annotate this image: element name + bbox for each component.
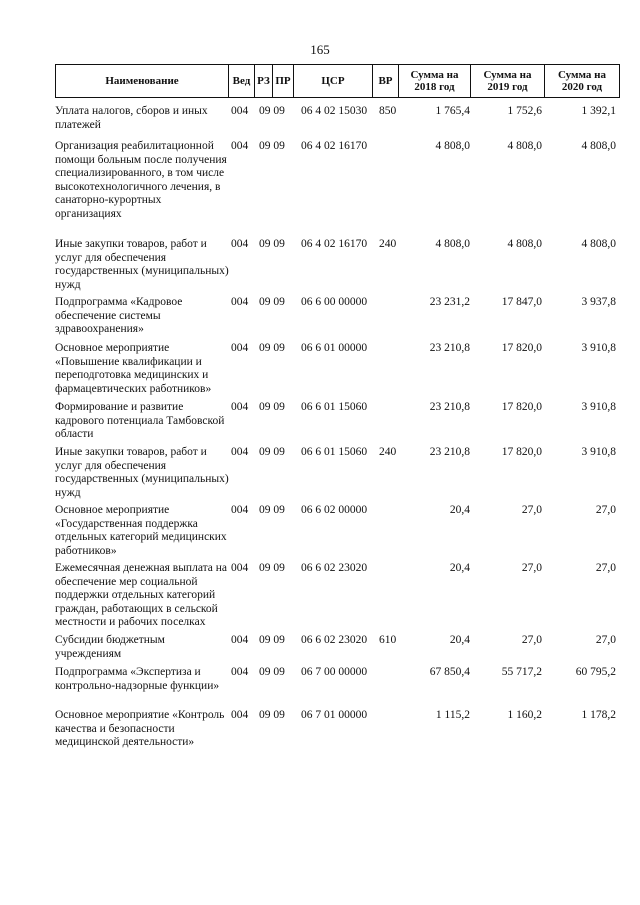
row-name: Иные закупки товаров, работ и услуг для обеспечения государственных (муниципальных) нужд — [55, 238, 229, 291]
row-sum-2020: 1 392,1 — [581, 105, 616, 117]
row-sum-2020: 3 910,8 — [581, 446, 616, 458]
row-rz-pr: 09 09 — [259, 446, 285, 458]
row-sum-2020: 60 795,2 — [575, 666, 616, 678]
row-ved: 004 — [231, 296, 249, 308]
row-ved: 004 — [231, 504, 249, 516]
row-name: Организация реабилитационной помощи больным после получения специализированного, в том числе высокотехнологичного лечения, в санаторно-курортных организациях — [55, 140, 227, 220]
row-sum-2018: 67 850,4 — [429, 666, 470, 678]
row-ved: 004 — [231, 105, 249, 117]
row-sum-2019: 17 820,0 — [501, 401, 542, 413]
row-name: Основное мероприятие «Контроль качества и безопасности медицинской деятельности» — [55, 709, 225, 748]
row-ved: 004 — [231, 238, 249, 250]
row-ved: 004 — [231, 709, 249, 721]
row-ved: 004 — [231, 140, 249, 152]
row-rz-pr: 09 09 — [259, 634, 285, 646]
row-sum-2018: 4 808,0 — [435, 140, 470, 152]
row-ved: 004 — [231, 634, 249, 646]
row-sum-2020: 1 178,2 — [581, 709, 616, 721]
row-name: Формирование и развитие кадрового потенциала Тамбовской области — [55, 401, 225, 440]
row-rz-pr: 09 09 — [259, 666, 285, 678]
header-divider — [619, 64, 620, 98]
row-sum-2019: 27,0 — [521, 504, 542, 516]
row-csr: 06 6 02 00000 — [301, 504, 368, 516]
row-sum-2019: 4 808,0 — [507, 238, 542, 250]
row-sum-2018: 23 231,2 — [429, 296, 470, 308]
row-ved: 004 — [231, 401, 249, 413]
row-sum-2018: 23 210,8 — [429, 446, 470, 458]
row-sum-2018: 4 808,0 — [435, 238, 470, 250]
row-csr: 06 6 01 15060 — [301, 446, 368, 458]
row-sum-2019: 17 820,0 — [501, 446, 542, 458]
table-header — [55, 64, 620, 98]
row-sum-2020: 3 910,8 — [581, 342, 616, 354]
row-sum-2020: 27,0 — [595, 504, 616, 516]
row-sum-2020: 27,0 — [595, 634, 616, 646]
row-ved: 004 — [231, 562, 249, 574]
header-vr: ВР — [378, 75, 393, 87]
row-name: Уплата налогов, сборов и иных платежей — [55, 105, 208, 131]
row-sum-2020: 27,0 — [595, 562, 616, 574]
header-sum-2019: Сумма на 2019 год — [483, 69, 532, 93]
row-csr: 06 7 01 00000 — [301, 709, 368, 721]
row-sum-2018: 20,4 — [449, 634, 470, 646]
row-vr: 240 — [379, 238, 397, 250]
row-csr: 06 4 02 16170 — [301, 238, 368, 250]
header-sum-2018: Сумма на 2018 год — [410, 69, 459, 93]
row-sum-2019: 17 820,0 — [501, 342, 542, 354]
row-name: Подпрограмма «Экспертиза и контрольно-надзорные функции» — [55, 666, 220, 692]
header-rz: РЗ — [257, 75, 270, 87]
row-name: Основное мероприятие «Повышение квалификации и переподготовка медицинских и фармацевтических работников» — [55, 342, 212, 395]
header-sum-2020: Сумма на 2020 год — [557, 69, 607, 93]
row-sum-2018: 23 210,8 — [429, 401, 470, 413]
row-sum-2020: 3 937,8 — [581, 296, 616, 308]
row-name: Субсидии бюджетным учреждениям — [55, 634, 165, 660]
row-name: Основное мероприятие «Государственная поддержка отдельных категорий медицинских работников» — [55, 504, 227, 557]
row-name: Подпрограмма «Кадровое обеспечение системы здравоохранения» — [55, 296, 183, 335]
header-name: Наименование — [105, 75, 179, 87]
row-sum-2019: 55 717,2 — [501, 666, 542, 678]
row-sum-2019: 27,0 — [521, 634, 542, 646]
row-rz-pr: 09 09 — [259, 296, 285, 308]
row-sum-2019: 17 847,0 — [501, 296, 542, 308]
row-csr: 06 6 01 00000 — [301, 342, 368, 354]
header-ved: Вед — [232, 75, 251, 87]
row-rz-pr: 09 09 — [259, 105, 285, 117]
row-vr: 240 — [379, 446, 397, 458]
row-rz-pr: 09 09 — [259, 238, 285, 250]
row-vr: 850 — [379, 105, 397, 117]
row-sum-2019: 1 752,6 — [507, 105, 542, 117]
row-sum-2019: 4 808,0 — [507, 140, 542, 152]
row-rz-pr: 09 09 — [259, 140, 285, 152]
row-sum-2019: 1 160,2 — [507, 709, 542, 721]
row-name: Ежемесячная денежная выплата на обеспечение мер социальной поддержки отдельных категорий граждан, работающих в сельской местности и рабочих поселках — [55, 562, 228, 628]
row-csr: 06 6 01 15060 — [301, 401, 368, 413]
row-sum-2020: 4 808,0 — [581, 238, 616, 250]
row-csr: 06 6 02 23020 — [301, 562, 368, 574]
row-sum-2018: 20,4 — [449, 562, 470, 574]
row-rz-pr: 09 09 — [259, 709, 285, 721]
header-pr: ПР — [275, 75, 291, 87]
row-sum-2018: 20,4 — [449, 504, 470, 516]
row-csr: 06 6 00 00000 — [301, 296, 368, 308]
row-sum-2018: 1 115,2 — [435, 709, 470, 721]
row-ved: 004 — [231, 666, 249, 678]
row-csr: 06 4 02 15030 — [301, 105, 368, 117]
page-number: 165 — [310, 42, 330, 57]
row-sum-2018: 1 765,4 — [435, 105, 470, 117]
row-csr: 06 4 02 16170 — [301, 140, 368, 152]
row-ved: 004 — [231, 342, 249, 354]
row-name: Иные закупки товаров, работ и услуг для обеспечения государственных (муниципальных) нужд — [55, 446, 229, 499]
header-csr: ЦСР — [321, 75, 345, 87]
row-sum-2020: 4 808,0 — [581, 140, 616, 152]
row-sum-2018: 23 210,8 — [429, 342, 470, 354]
row-sum-2019: 27,0 — [521, 562, 542, 574]
row-csr: 06 6 02 23020 — [301, 634, 368, 646]
row-rz-pr: 09 09 — [259, 504, 285, 516]
row-rz-pr: 09 09 — [259, 342, 285, 354]
row-rz-pr: 09 09 — [259, 562, 285, 574]
row-vr: 610 — [379, 634, 397, 646]
row-rz-pr: 09 09 — [259, 401, 285, 413]
row-sum-2020: 3 910,8 — [581, 401, 616, 413]
row-ved: 004 — [231, 446, 249, 458]
row-csr: 06 7 00 00000 — [301, 666, 368, 678]
